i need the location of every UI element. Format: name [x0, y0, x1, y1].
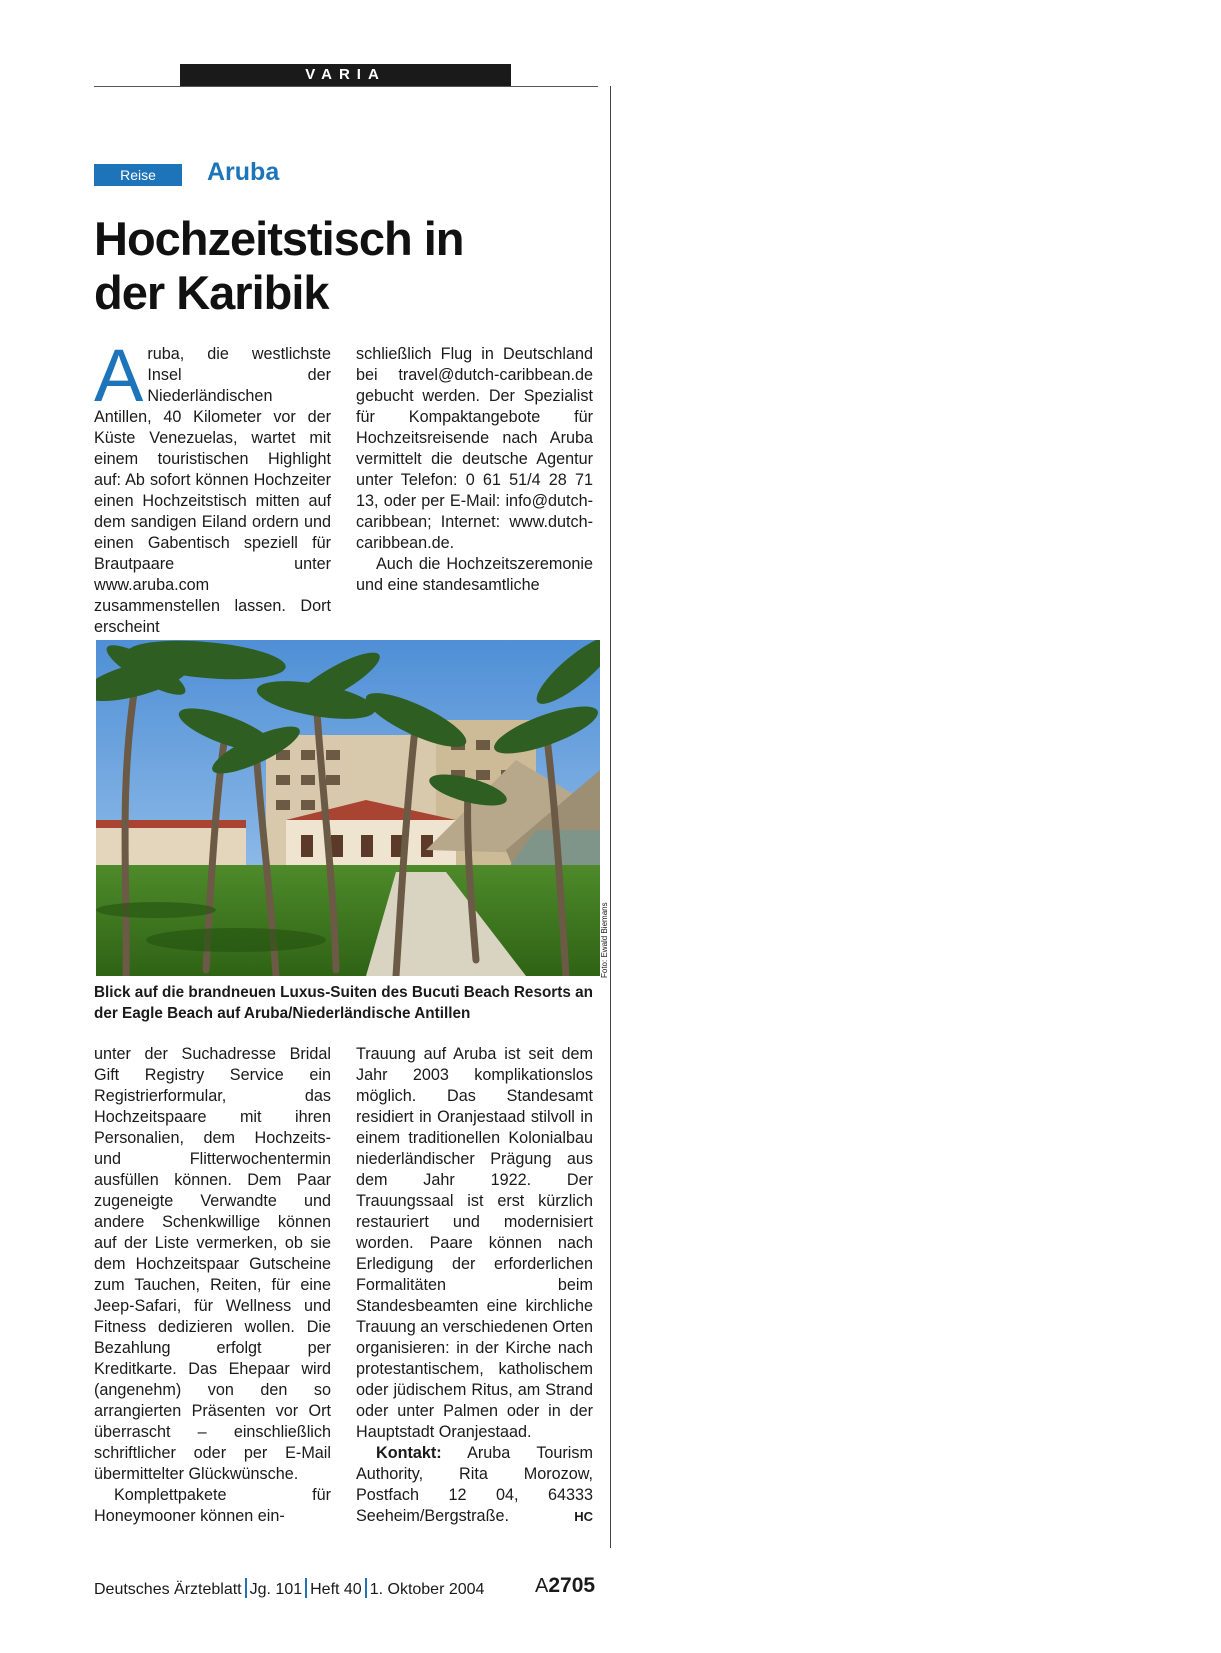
paragraph: Auch die Hochzeitszeremonie und eine standesamtliche	[356, 555, 593, 594]
page-prefix: A	[535, 1575, 549, 1597]
headline-line-2: der Karibik	[94, 266, 329, 319]
contact-label: Kontakt:	[376, 1444, 442, 1462]
footer-separator	[365, 1578, 367, 1598]
paragraph: schließlich Flug in Deutschland bei travel@dutch-caribbean.de gebucht werden. Der Spezialist für Kompaktangebote für Hochzeitsreisende nach Aruba vermittelt die deutsche Agentur unter Telefon: 0 61 51/4 28 71 13, oder per E-Mail: info@dutch-caribbean; Internet: www.dutch-caribbean.de.	[356, 345, 593, 552]
column-2-bottom	[356, 1044, 593, 1527]
paragraph: unter der Suchadresse Bridal Gift Registry Service ein Registrierformular, das Hochzeitspaare mit ihren Personalien, dem Hochzeits- und Flitterwochentermin ausfüllen können. Dem Paar zugeneigte Verwandte und andere Schenkwillige können auf der Liste vermerken, ob sie dem Hochzeitspaar Gutscheine zum Tauchen, Reiten, für eine Jeep-Safari, für Wellness und Fitness dedizieren wollen. Die Bezahlung erfolgt per Kreditkarte. Das Ehepaar wird (angenehm) von den so arrangierten Präsenten vor Ort überrascht – einschließlich schriftlicher oder per E-Mail übermittelter Glückwünsche.	[94, 1045, 331, 1483]
page-footer	[94, 1578, 484, 1599]
topic-label: Aruba	[207, 158, 280, 186]
header-rule	[94, 86, 598, 87]
category-kicker: Reise	[94, 164, 182, 186]
journal-name: Deutsches Ärzteblatt	[94, 1581, 242, 1598]
section-header: VARIA	[180, 64, 511, 86]
column-1-top	[94, 334, 331, 638]
page-number-value: 2705	[548, 1574, 596, 1597]
paragraph: Komplettpakete für Honeymooner können ein-	[94, 1486, 331, 1525]
resort-photo	[96, 640, 600, 976]
column-2-top	[356, 344, 593, 596]
footer-separator	[245, 1578, 247, 1598]
contact-paragraph	[356, 1443, 593, 1527]
paragraph: Trauung auf Aruba ist seit dem Jahr 2003 komplikationslos möglich. Das Standesamt residiert in Oranjestaad stilvoll in einem traditionellen Kolonialbau niederländischer Prägung aus dem Jahr 1922. Der Trauungssaal ist erst kürzlich restauriert und modernisiert worden. Paare können nach Erledigung der erforderlichen Formalitäten beim Standesbeamten eine kirchliche Trauung an verschiedenen Orten organisieren: in der Kirche nach protestantischem, katholischem oder jüdischem Ritus, am Strand oder unter Palmen oder in der Hauptstadt Oranjestaad.	[356, 1045, 593, 1441]
intro-text: ruba, die westlichste Insel der Niederländischen Antillen, 40 Kilometer vor der Küste Venezuelas, wartet mit einem touristischen Highlight auf: Ab sofort können Hochzeiter einen Hochzeitstisch mitten auf dem sandigen Eiland ordern und einen Gabentisch speziell für Brautpaare unter www.aruba.com zusammenstellen lassen. Dort erscheint	[94, 345, 331, 636]
drop-cap: A	[94, 334, 144, 417]
column-rule	[610, 86, 611, 1548]
headline-line-1: Hochzeitstisch in	[94, 212, 464, 265]
photo-caption: Blick auf die brandneuen Luxus-Suiten des Bucuti Beach Resorts an der Eagle Beach auf Aruba/Niederländische Antillen	[94, 984, 593, 1022]
footer-separator	[305, 1578, 307, 1598]
journal-issue: Heft 40	[310, 1581, 362, 1598]
column-1-bottom	[94, 1044, 331, 1527]
author-signature: HC	[574, 1509, 593, 1524]
article-headline	[94, 212, 464, 320]
photo-credit: Foto: Ewald Biemans	[600, 902, 609, 978]
issue-date: 1. Oktober 2004	[369, 1581, 485, 1598]
contact-text: Aruba Tourism Authority, Rita Morozow, Postfach 12 04, 64333 Seeheim/Bergstraße.	[356, 1444, 593, 1525]
journal-volume: Jg. 101	[249, 1581, 303, 1598]
page-number	[535, 1574, 595, 1598]
